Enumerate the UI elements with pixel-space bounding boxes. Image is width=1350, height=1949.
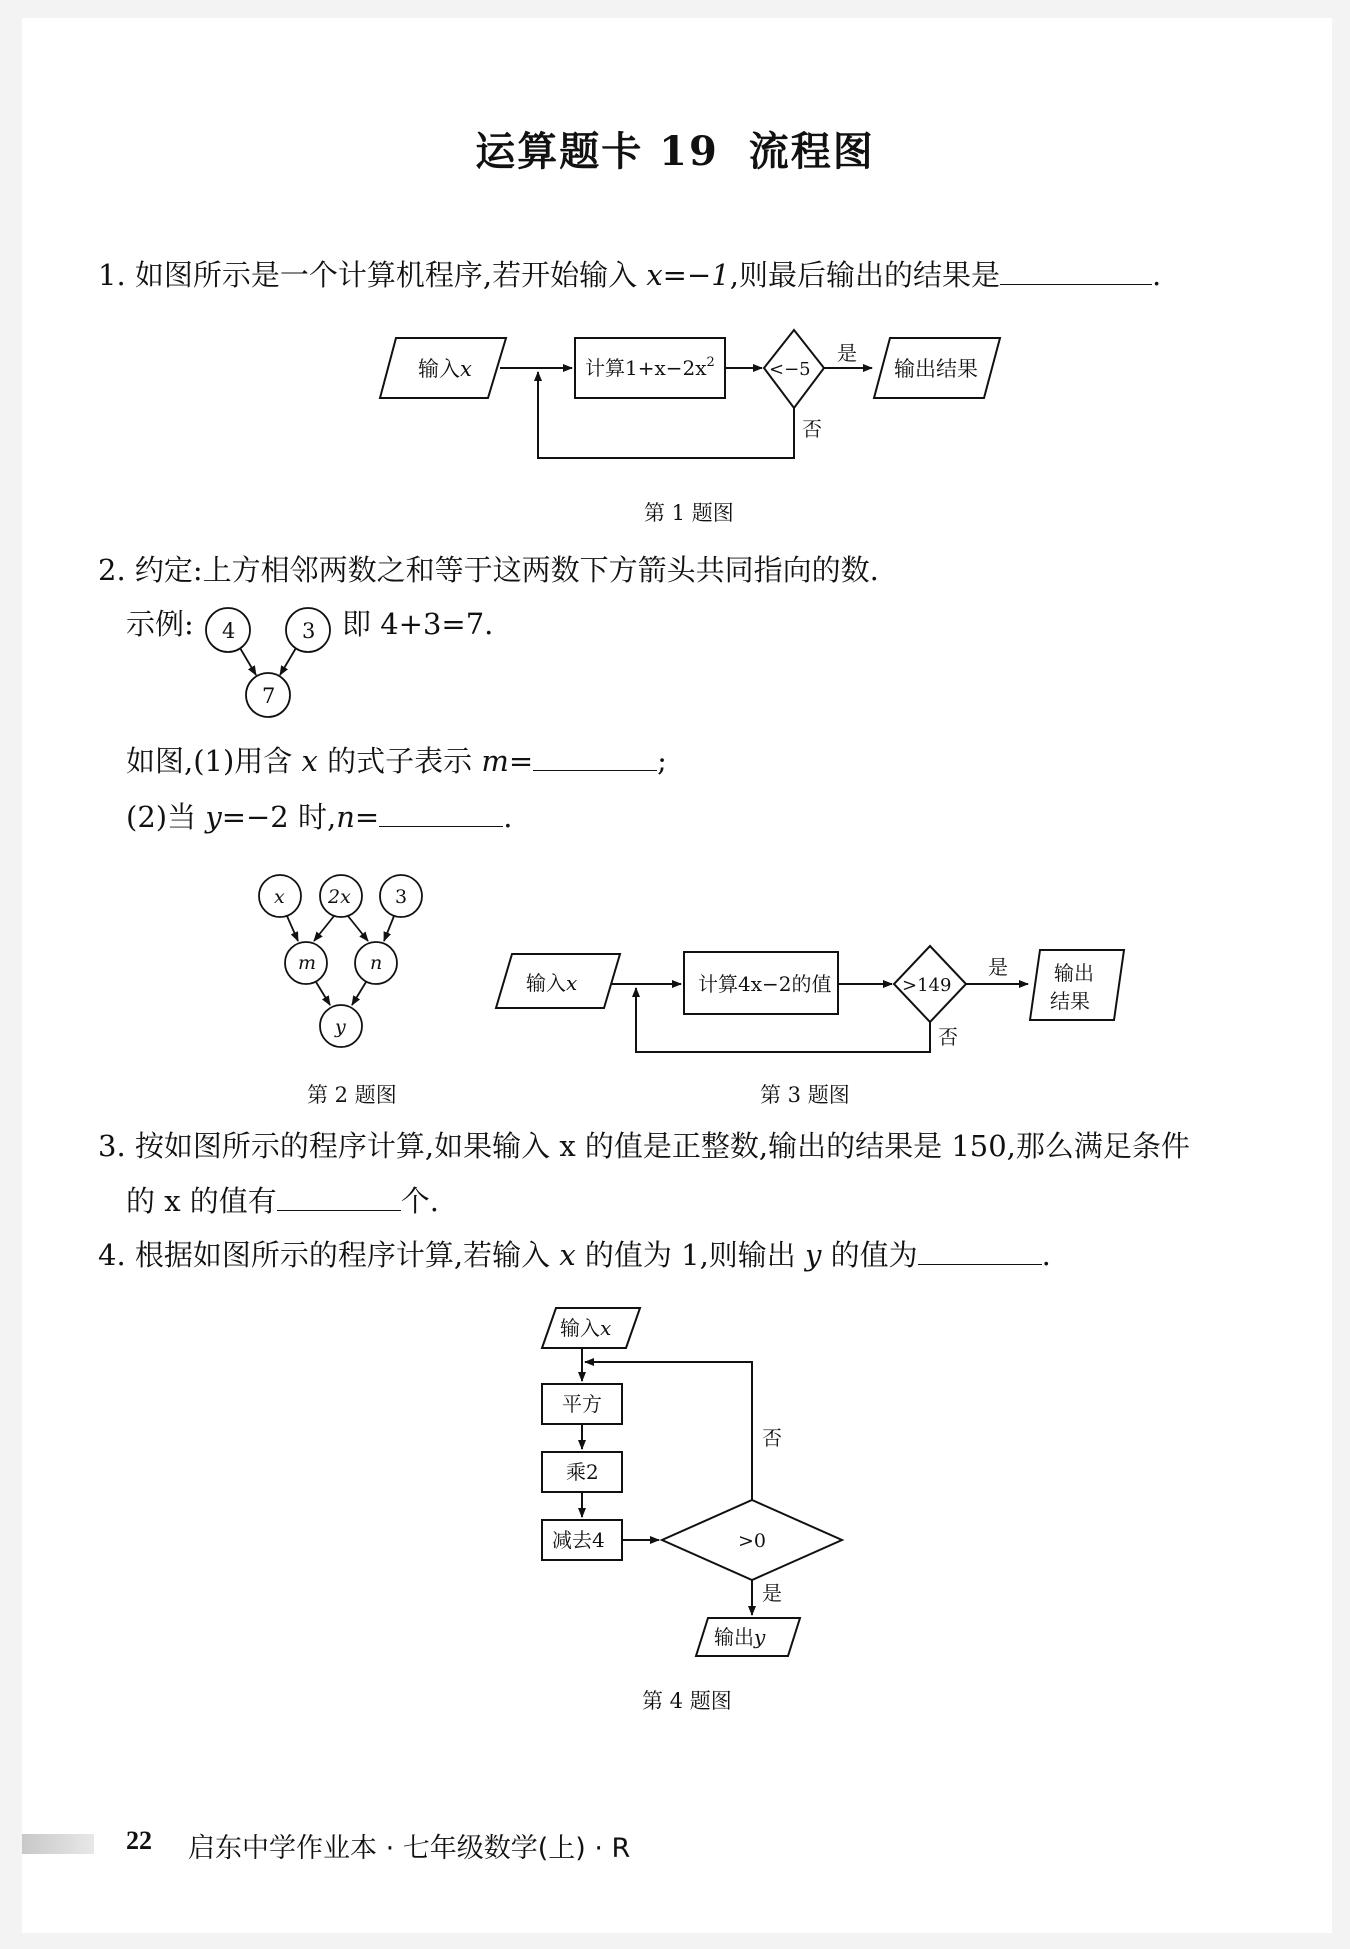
svg-text:2x: 2x — [328, 886, 351, 908]
question-3-text-2: 的 x 的值有 个. — [126, 1180, 439, 1221]
figure-2-caption: 第 2 题图 — [307, 1083, 397, 1107]
input-label: 输入x — [560, 1316, 612, 1340]
svg-text:3: 3 — [302, 619, 316, 643]
example-label: 示例: — [126, 607, 194, 641]
svg-text:3: 3 — [395, 886, 408, 908]
condition-label: >0 — [738, 1530, 767, 1552]
question-3-text: 3. 按如图所示的程序计算,如果输入 x 的值是正整数,输出的结果是 150,那么满足条件 — [98, 1129, 1190, 1163]
figure-4-caption: 第 4 题图 — [642, 1689, 732, 1713]
svg-text:m: m — [298, 952, 317, 974]
yes-label: 是 — [762, 1581, 782, 1605]
input-label: 输入x — [526, 971, 578, 995]
svg-text:x: x — [274, 886, 285, 908]
example-equation: 即 4+3=7. — [342, 607, 494, 641]
page-footer — [0, 1822, 1350, 1862]
no-label: 否 — [938, 1025, 958, 1049]
svg-text:n: n — [370, 952, 383, 974]
svg-text:7: 7 — [262, 684, 276, 708]
output-label: 输出结果 — [894, 357, 978, 381]
no-label: 否 — [802, 417, 822, 441]
input-label: 输入x — [418, 357, 472, 381]
compute-label: 计算$1+x-2x^2$ — [585, 355, 715, 380]
answer-blank-1[interactable] — [1000, 254, 1152, 285]
question-2-part-1: 如图,(1)用含 x 的式子表示 m= ; — [126, 740, 667, 781]
question-2-part-2: (2)当 y=−2 时,n= . — [126, 796, 512, 837]
question-1-text: 1. 如图所示是一个计算机程序,若开始输入 x=−1,则最后输出的结果是 . — [98, 254, 1161, 295]
answer-blank-3[interactable] — [277, 1180, 401, 1211]
flowchart-4 — [530, 1300, 860, 1670]
book-title: 启东中学作业本 · 七年级数学(上) · R — [188, 1833, 631, 1864]
flowchart-1 — [360, 320, 1040, 470]
subtract-label: 减去4 — [552, 1528, 605, 1552]
example-diagram — [196, 598, 346, 728]
figure-3-caption: 第 3 题图 — [760, 1083, 850, 1107]
number-tree-figure-2 — [248, 868, 438, 1048]
page-number: 22 — [126, 1826, 152, 1855]
output-label-1: 输出 — [1054, 961, 1094, 985]
output-label-2: 结果 — [1050, 989, 1090, 1013]
figure-1-caption: 第 1 题图 — [644, 501, 734, 525]
question-2-rule: 2. 约定:上方相邻两数之和等于这两数下方箭头共同指向的数. — [98, 553, 879, 587]
output-label: 输出y — [714, 1625, 766, 1649]
compute-label: 计算4x−2的值 — [698, 972, 832, 996]
yes-label: 是 — [988, 955, 1008, 979]
svg-text:4: 4 — [222, 619, 236, 643]
condition-label: >149 — [902, 975, 952, 996]
flowchart-3 — [488, 940, 1128, 1060]
multiply-label: 乘2 — [566, 1460, 599, 1484]
answer-blank-2b[interactable] — [379, 796, 503, 827]
footer-decoration — [22, 1834, 94, 1854]
svg-text:y: y — [335, 1016, 346, 1038]
answer-blank-2a[interactable] — [533, 740, 657, 771]
question-4-text: 4. 根据如图所示的程序计算,若输入 x 的值为 1,则输出 y 的值为 . — [98, 1234, 1051, 1275]
square-label: 平方 — [562, 1392, 602, 1416]
answer-blank-4[interactable] — [918, 1234, 1042, 1265]
page-title: 运算题卡 19 流程图 — [475, 128, 875, 175]
no-label: 否 — [762, 1426, 782, 1450]
yes-label: 是 — [837, 341, 857, 365]
condition-label: <−5 — [769, 359, 811, 380]
